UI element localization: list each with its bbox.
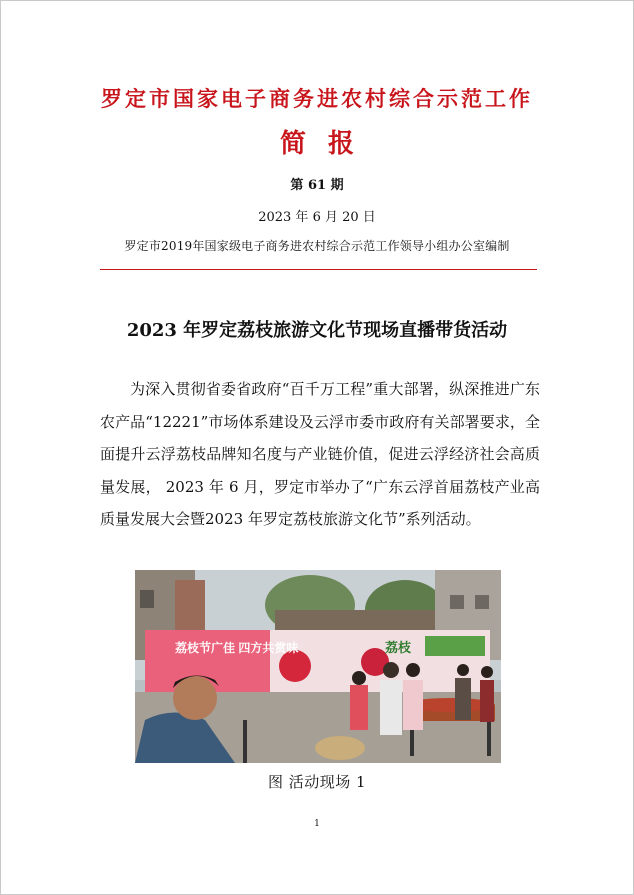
event-photo bbox=[135, 570, 501, 763]
event-photo-illustration bbox=[135, 570, 501, 763]
bulletin-title: 罗定市国家电子商务进农村综合示范工作 bbox=[101, 86, 533, 111]
editor-line: 罗定市2019年国家级电子商务进农村综合示范工作领导小组办公室编制 bbox=[124, 239, 510, 253]
header-divider bbox=[100, 269, 537, 270]
banner-text-right: 荔枝 bbox=[385, 640, 412, 655]
page-number: 1 bbox=[314, 819, 320, 829]
issue-number: 第 61 期 bbox=[290, 178, 344, 193]
figure-caption: 图 活动现场 1 bbox=[267, 773, 367, 791]
article-paragraph: 为深入贯彻省委省政府“百千万工程”重大部署，纵深推进广东农产品“12221”市场体系建设及云浮市委市政府有关部署要求，全面提升云浮荔枝品牌知名度与产业链价值，促进云浮经济社会高质量发展， 2023 年 6 月，罗定市举办了“广东云浮首届荔枝产业高质量发展大会暨2023 年罗定荔枝旅游文化节”系列活动。 bbox=[100, 380, 540, 529]
banner-text-left: 荔枝节广佳 四方共赏味 bbox=[175, 641, 299, 655]
bulletin-subtitle: 简报 bbox=[279, 129, 376, 159]
issue-date: 2023 年 6 月 20 日 bbox=[258, 210, 376, 225]
article-title: 2023 年罗定荔枝旅游文化节现场直播带货活动 bbox=[126, 320, 508, 341]
